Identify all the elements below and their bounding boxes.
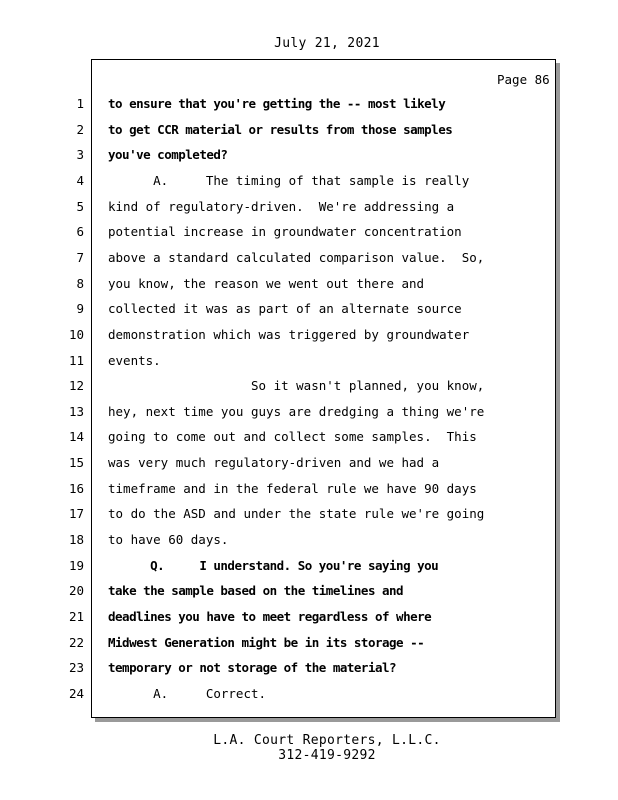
line-number: 2 xyxy=(76,122,84,137)
line-text: hey, next time you guys are dredging a thing we're xyxy=(108,404,485,419)
line-text: take the sample based on the timelines and xyxy=(108,583,404,598)
line-number: 19 xyxy=(68,558,84,573)
line-number: 12 xyxy=(68,378,84,393)
line-text: to ensure that you're getting the -- most likely xyxy=(108,96,446,111)
line-number: 8 xyxy=(76,276,84,291)
line-text: collected it was as part of an alternate source xyxy=(108,301,462,316)
line-number: 20 xyxy=(68,583,84,598)
transcript-date: July 21, 2021 xyxy=(274,36,380,51)
line-number: 21 xyxy=(68,609,84,624)
line-number: 11 xyxy=(68,353,84,368)
line-number: 10 xyxy=(68,327,84,342)
line-number: 24 xyxy=(68,686,84,701)
line-number: 13 xyxy=(68,404,84,419)
line-text: events. xyxy=(108,353,161,368)
line-text: you know, the reason we went out there and xyxy=(108,276,425,291)
page-number: Page 86 xyxy=(497,72,550,87)
line-text: to have 60 days. xyxy=(108,532,229,547)
line-number: 16 xyxy=(68,481,84,496)
line-number: 17 xyxy=(68,506,84,521)
line-number: 15 xyxy=(68,455,84,470)
footer-phone: 312-419-9292 xyxy=(278,748,376,763)
line-number: 6 xyxy=(76,224,84,239)
line-number: 23 xyxy=(68,660,84,675)
line-number: 7 xyxy=(76,250,84,265)
line-number: 22 xyxy=(68,635,84,650)
line-text: So it wasn't planned, you know, xyxy=(108,378,485,393)
line-text: A. The timing of that sample is really xyxy=(108,173,470,188)
line-number: 4 xyxy=(76,173,84,188)
line-text: timeframe and in the federal rule we have 90 days xyxy=(108,481,477,496)
line-number: 1 xyxy=(76,96,84,111)
line-number: 3 xyxy=(76,147,84,162)
line-number: 9 xyxy=(76,301,84,316)
line-text: to get CCR material or results from those samples xyxy=(108,122,453,137)
line-text: Q. I understand. So you're saying you xyxy=(108,558,439,573)
line-text: above a standard calculated comparison value. So, xyxy=(108,250,485,265)
line-text: demonstration which was triggered by groundwater xyxy=(108,327,470,342)
line-text: deadlines you have to meet regardless of where xyxy=(108,609,432,624)
line-text: you've completed? xyxy=(108,147,228,162)
line-text: potential increase in groundwater concentration xyxy=(108,224,462,239)
line-text: was very much regulatory-driven and we had a xyxy=(108,455,440,470)
line-number: 18 xyxy=(68,532,84,547)
line-text: kind of regulatory-driven. We're addressing a xyxy=(108,199,455,214)
line-number: 5 xyxy=(76,199,84,214)
line-text: to do the ASD and under the state rule we're going xyxy=(108,506,485,521)
line-text: A. Correct. xyxy=(108,686,267,701)
footer-company: L.A. Court Reporters, L.L.C. xyxy=(213,733,441,748)
line-text: Midwest Generation might be in its storage -- xyxy=(108,635,425,650)
line-text: going to come out and collect some samples. This xyxy=(108,429,477,444)
line-text: temporary or not storage of the material? xyxy=(108,660,397,675)
line-number: 14 xyxy=(68,429,84,444)
